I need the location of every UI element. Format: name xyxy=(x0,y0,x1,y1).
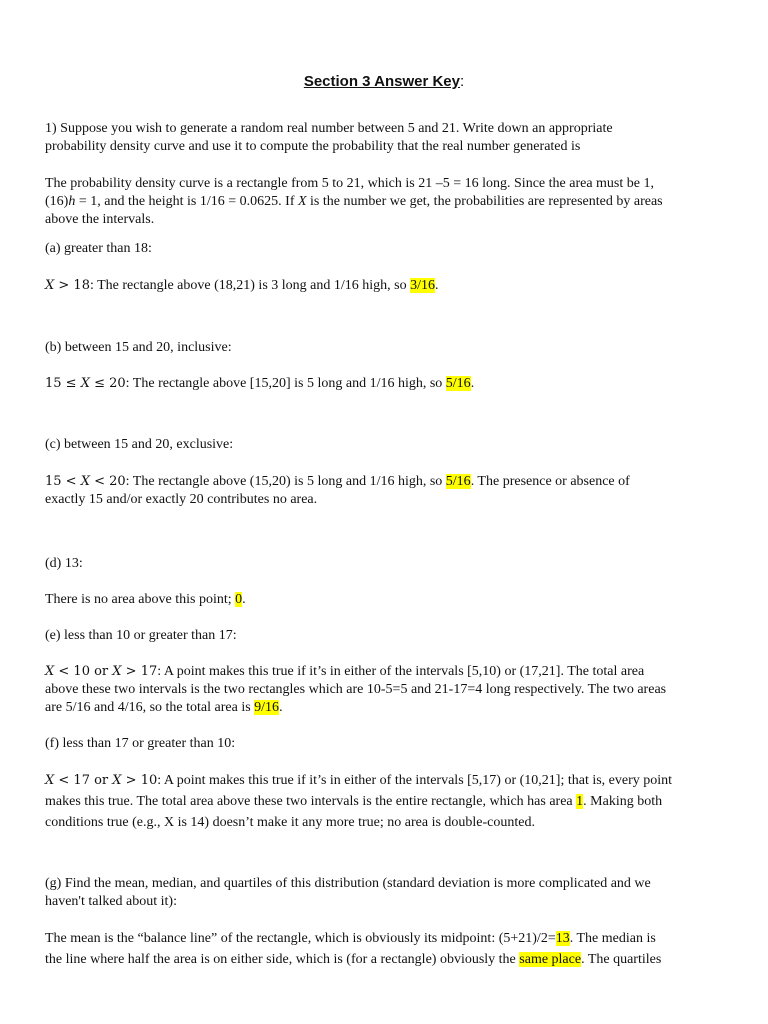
intro-line-1: The probability density curve is a rectangle from 5 to 21, which is 21 –5 = 16 long. Since the area must be 1, xyxy=(45,176,654,191)
part-g-para-1b: . The median is xyxy=(569,931,656,946)
var-x: X xyxy=(80,474,90,489)
part-g-line-2: haven't talked about it): xyxy=(45,894,177,909)
var-x: X xyxy=(112,773,122,788)
part-e-line-3: are 5/16 and 4/16, so the total area is xyxy=(45,700,255,715)
part-b-label: (b) between 15 and 20, inclusive: xyxy=(45,340,232,355)
var-x: X xyxy=(80,376,90,391)
intro-paragraph xyxy=(45,175,725,229)
part-f-line-2: makes this true. The total area above these two intervals is the entire rectangle, which has area xyxy=(45,794,577,809)
part-b-answer xyxy=(45,375,725,393)
answer-highlight: 5/16 xyxy=(445,474,471,489)
part-d-answer xyxy=(45,591,725,609)
var-h: h xyxy=(68,194,76,209)
answer-highlight: 1 xyxy=(576,794,584,809)
math-a: > 18 xyxy=(58,278,90,293)
math-c-post: < 20 xyxy=(89,474,126,489)
math-f-1: < 17 or xyxy=(54,773,113,788)
question-line-1: 1) Suppose you wish to generate a random real number between 5 and 21. Write down an appropriate xyxy=(45,121,613,136)
var-x: X xyxy=(45,773,55,788)
answer-highlight: same place xyxy=(519,952,582,967)
var-x: X xyxy=(112,664,122,679)
answer-highlight: 3/16 xyxy=(410,278,435,293)
answer-highlight: 5/16 xyxy=(445,376,471,391)
part-e-answer xyxy=(45,663,725,717)
math-e-1: < 10 or xyxy=(54,664,113,679)
part-a-label: (a) greater than 18: xyxy=(45,241,152,256)
intro-line-2a: (16) xyxy=(45,194,69,209)
math-f-2: > 10 xyxy=(121,773,158,788)
page-title xyxy=(0,73,768,91)
part-g-para-2b: . The quartiles xyxy=(581,952,662,967)
var-x: X xyxy=(45,278,55,293)
math-b-post: ≤ 20 xyxy=(89,376,126,391)
part-e-label: (e) less than 10 or greater than 17: xyxy=(45,628,237,643)
part-c-label: (c) between 15 and 20, exclusive: xyxy=(45,437,234,452)
part-a-answer xyxy=(45,277,725,295)
part-g-para-1: The mean is the “balance line” of the rectangle, which is obviously its midpoint: (5+21)/2= xyxy=(45,931,556,946)
title-colon: : xyxy=(460,73,465,90)
title-text: Section 3 Answer Key xyxy=(303,73,460,90)
part-a-text: : The rectangle above (18,21) is 3 long and 1/16 high, so xyxy=(89,278,411,293)
intro-line-3: above the intervals. xyxy=(45,212,155,227)
period: . xyxy=(242,592,246,607)
part-c-text: : The rectangle above (15,20) is 5 long and 1/16 high, so xyxy=(125,474,446,489)
answer-highlight: 0 xyxy=(235,592,243,607)
var-x: X xyxy=(45,664,55,679)
part-e-line-1: : A point makes this true if it’s in either of the intervals [5,10) or (17,21]. The total area xyxy=(157,664,645,679)
part-f-line-1: : A point makes this true if it’s in either of the intervals [5,17) or (10,21]; that is, every point xyxy=(157,773,673,788)
period: . xyxy=(470,376,475,391)
part-e-line-2: above these two intervals is the two rectangles which are 10-5=5 and 21-17=4 long respectively. The two areas xyxy=(45,682,667,697)
part-c-answer xyxy=(45,473,725,509)
answer-highlight: 9/16 xyxy=(254,700,280,715)
question-paragraph xyxy=(45,120,725,156)
part-g-para-2: the line where half the area is on either side, which is (for a rectangle) obviously the xyxy=(45,952,520,967)
question-line-2: probability density curve and use it to compute the probability that the real number generated is xyxy=(45,139,581,154)
intro-line-2b: = 1, and the height is 1/16 = 0.0625. If xyxy=(75,194,298,209)
part-d-text: There is no area above this point; xyxy=(45,592,236,607)
math-b-pre: 15 ≤ xyxy=(45,376,81,391)
part-f-line-2b: . Making both xyxy=(583,794,663,809)
part-g-question xyxy=(45,875,725,911)
intro-line-2c: is the number we get, the probabilities are represented by areas xyxy=(306,194,663,209)
var-x: X xyxy=(297,194,307,209)
math-e-2: > 17 xyxy=(121,664,158,679)
part-f-line-3: conditions true (e.g., X is 14) doesn’t make it any more true; no area is double-counted. xyxy=(45,815,535,830)
part-f-label: (f) less than 17 or greater than 10: xyxy=(45,736,236,751)
math-c-pre: 15 < xyxy=(45,474,81,489)
period: . xyxy=(435,278,439,293)
part-b-text: : The rectangle above [15,20] is 5 long and 1/16 high, so xyxy=(125,376,446,391)
answer-highlight: 13 xyxy=(555,931,570,946)
part-c-line-2: exactly 15 and/or exactly 20 contributes no area. xyxy=(45,492,318,507)
part-c-text-2: . The presence or absence of xyxy=(470,474,630,489)
part-g-line-1: (g) Find the mean, median, and quartiles of this distribution (standard deviation is more complicated and we xyxy=(45,876,651,891)
period: . xyxy=(279,700,283,715)
part-g-answer xyxy=(45,928,725,970)
part-d-label: (d) 13: xyxy=(45,556,83,571)
part-f-answer xyxy=(45,770,725,833)
